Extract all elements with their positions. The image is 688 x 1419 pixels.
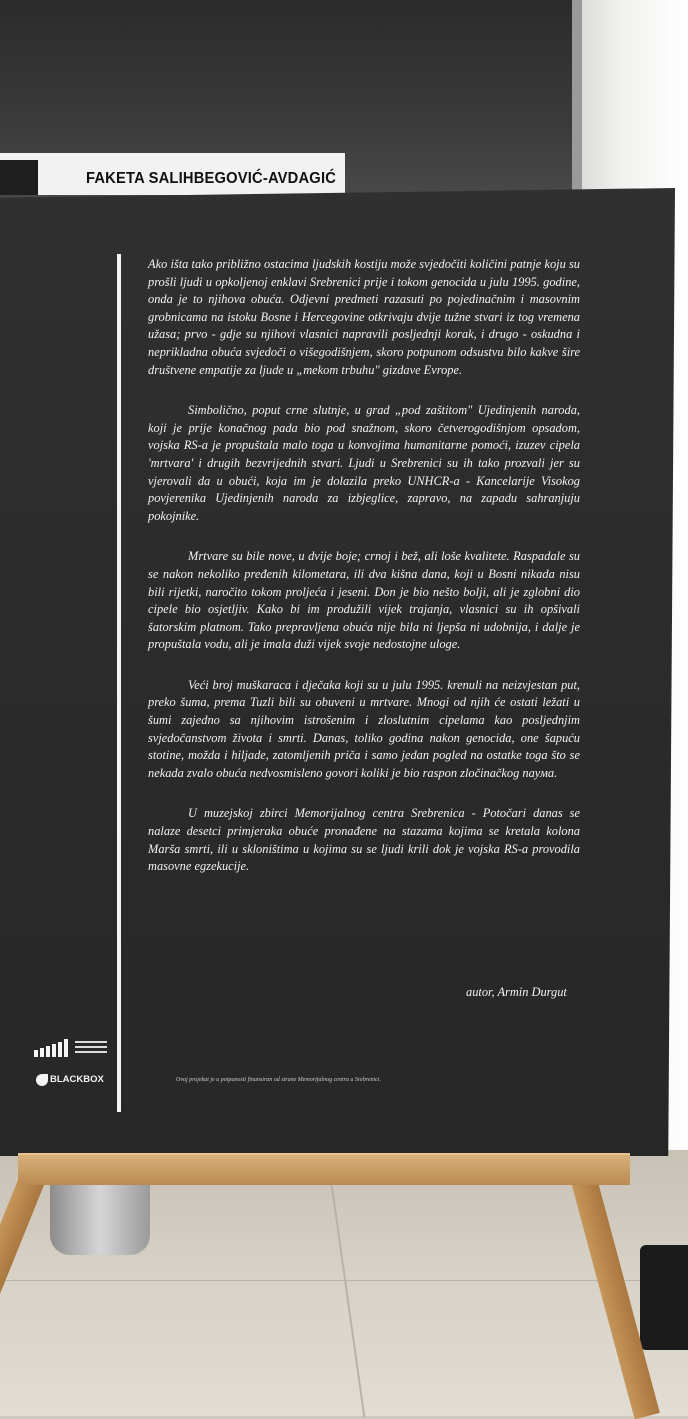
background-sign-text: FAKETA SALIHBEGOVIĆ-AVDAGIĆ [86,170,337,187]
dark-object [640,1245,688,1350]
author-credit: autor, Armin Durgut [466,985,567,999]
background-sign-dark-panel [0,160,38,195]
paragraph-2: Simbolično, poput crne slutnje, u grad „pod zaštitom" Ujedinjenih naroda, koji je prije konačnog pada bio pod snažnom, skoro četverogodišnjom opsadom, vojska RS-a je propuštala malo toga u konvojima humanitarne pomoći, izuzev cipela 'mrtvara' i drugih bezvrijednih stvari. Ljudi u Srebrenici su ih tako prozvali jer su vjerovali da u obući, koja im je dolazila preko UNHCR-a - Kancelarije Visokog povjerenika Ujedinjenih naroda za izbjeglice, zapravo, na zapadu sahranjuju pokojnike. [148,403,580,523]
memorial-logo-text-lines [75,1041,107,1056]
wall-edge [572,0,582,200]
blackbox-logo: BLACKBOX [50,1074,104,1085]
vertical-divider-line [117,254,121,1112]
paragraph-3: Mrtvare su bile nove, u dvije boje; crnoj i bež, ali loše kvalitete. Raspadale su se nakon nekoliko pređenih kilometara, ili dva kišna dana, koji u Bosni nikada nisu bili rijetki, naročito tokom proljeća i jeseni. Don je bio nešto bolji, ali je zglobni dio cipele bio osjetljiv. Kako bi im produžili vijek trajanja, vlasnici su ih opšivali šatorskim platnom. Tako prepravljena obuća nije bila ni ljepša ni udobnija, i dalje je propuštala vodu, ali je imala duži vijek svoje nedostojne uloge. [148,549,580,652]
metal-stand-base [50,1180,150,1255]
paragraph-1: Ako išta tako približno ostacima ljudskih kostiju može svjedočiti količini patnje koju su prošli ljudi u opkoljenoj enklavi Srebrenici prije i tokom genocida u julu 1995. godine, onda je to njihova obuća. Odjevni predmeti razasuti po pojedinačnim i masovnim grobnicama na istoku Bosne i Hercegovine otkrivaju dvije tužne stvari iz tog vremena užasa; prvo - gdje su njihovi vlasnici napravili posljednji korak, i drugo - oskudna i neprikladna obuća svjedoči o višegodišnjem, skoro potpunom odsustvu bilo kakve šire društvene empatije za ljude u „mekom trbuhu" gizdave Evrope. [148,257,580,377]
paragraph-4: Veći broj muškaraca i dječaka koji su u julu 1995. krenuli na neizvjestan put, preko šuma, prema Tuzli bili su obuveni u mrtvare. Mnogi od njih će ostati ležati u šumi zajedno sa njihovim istrošenim i zloslutnim cipelama kao posljednjim svjedočanstvom života i smrti. Danas, toliko godina nakon genocida, one šapuću stotine, možda i hiljade, zatomljenih priča i samo jedan pogled na ostatke toga što se nekada zvalo obuća nedvosmisleno govori koliki je bio raspon zločinačkog naума. [148,677,580,780]
funding-footnote: Ovaj projekat je u potpunosti finansiran od strane Memorijalnog centra u Srebrenici. [176,1077,381,1083]
paragraph-5: U muzejskoj zbirci Memorijalnog centra Srebrenica - Potočari danas se nalaze desetci primjeraka obuće pronađene na stazama kojima se kretala kolona Marša smrti, ili u skloništima u kojima su se ljudi krili dok je vojska RS-a provodila masovne egzekucije. [148,806,580,874]
easel-crossbar [18,1153,630,1185]
board-text [148,256,580,899]
memorial-logo-icon [34,1037,70,1057]
blackbox-logo-icon [36,1074,48,1086]
